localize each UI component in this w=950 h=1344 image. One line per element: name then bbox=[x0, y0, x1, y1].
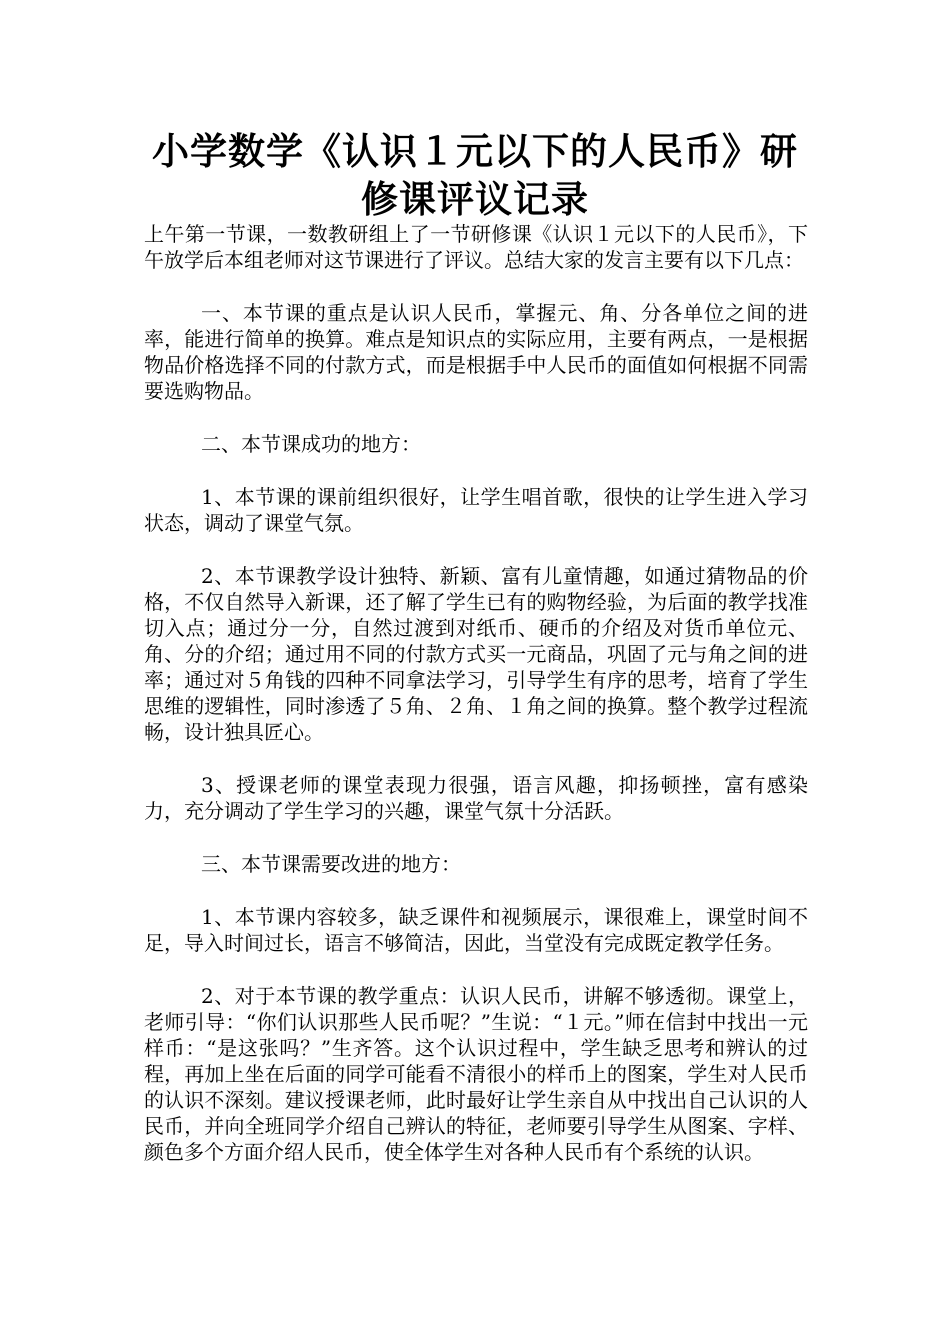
document-title-line-2: 修课评议记录 bbox=[361, 177, 589, 221]
section-heading-improvements: 三、本节课需要改进的地方： bbox=[201, 852, 461, 876]
paragraph-success-3: 3、授课老师的课堂表现力很强，语言风趣，抑扬顿挫，富有感染力，充分调动了学生学习的兴趣，课堂气氛十分活跃。 bbox=[144, 773, 808, 823]
paragraph-improvement-1: 1、本节课内容较多，缺乏课件和视频展示，课很难上，课堂时间不足，导入时间过长，语言不够简洁，因此，当堂没有完成既定教学任务。 bbox=[144, 905, 808, 955]
paragraph-improvement-2: 2、对于本节课的教学重点：认识人民币，讲解不够透彻。课堂上，老师引导：“你们认识那些人民币呢？”生说：“１元。”师在信封中找出一元样币：“是这张吗？”生齐答。这个认识过程中，学生缺乏思考和辨认的过程，再加上坐在后面的同学可能看不清很小的样币上的图案，学生对人民币的认识不深刻。建议授课老师，此时最好让学生亲自从中找出自己认识的人民币，并向全班同学介绍自己辨认的特征，老师要引导学生从图案、字样、颜色多个方面介绍人民币，使全体学生对各种人民币有个系统的认识。 bbox=[144, 984, 808, 1164]
paragraph-intro: 上午第一节课，一数教研组上了一节研修课《认识１元以下的人民币》，下午放学后本组老师对这节课进行了评议。总结大家的发言主要有以下几点： bbox=[144, 222, 808, 272]
paragraph-success-1: 1、本节课的课前组织很好，让学生唱首歌，很快的让学生进入学习状态，调动了课堂气氛。 bbox=[144, 485, 808, 535]
document-title-line-1: 小学数学《认识１元以下的人民币》研 bbox=[152, 129, 798, 173]
paragraph-key-points: 一、本节课的重点是认识人民币，掌握元、角、分各单位之间的进率，能进行简单的换算。难点是知识点的实际应用，主要有两点，一是根据物品价格选择不同的付款方式，而是根据手中人民币的面值如何根据不同需要选购物品。 bbox=[144, 301, 808, 403]
paragraph-success-2: 2、本节课教学设计独特、新颖、富有儿童情趣，如通过猜物品的价格，不仅自然导入新课，还了解了学生已有的购物经验，为后面的教学找准切入点；通过分一分，自然过渡到对纸币、硬币的介绍及对货币单位元、角、分的介绍；通过用不同的付款方式买一元商品，巩固了元与角之间的进率；通过对５角钱的四种不同拿法学习，引导学生有序的思考，培育了学生思维的逻辑性，同时渗透了５角、２角、１角之间的换算。整个教学过程流畅，设计独具匠心。 bbox=[144, 564, 808, 744]
document-body bbox=[144, 221, 808, 1165]
section-heading-successes: 二、本节课成功的地方： bbox=[201, 432, 421, 456]
